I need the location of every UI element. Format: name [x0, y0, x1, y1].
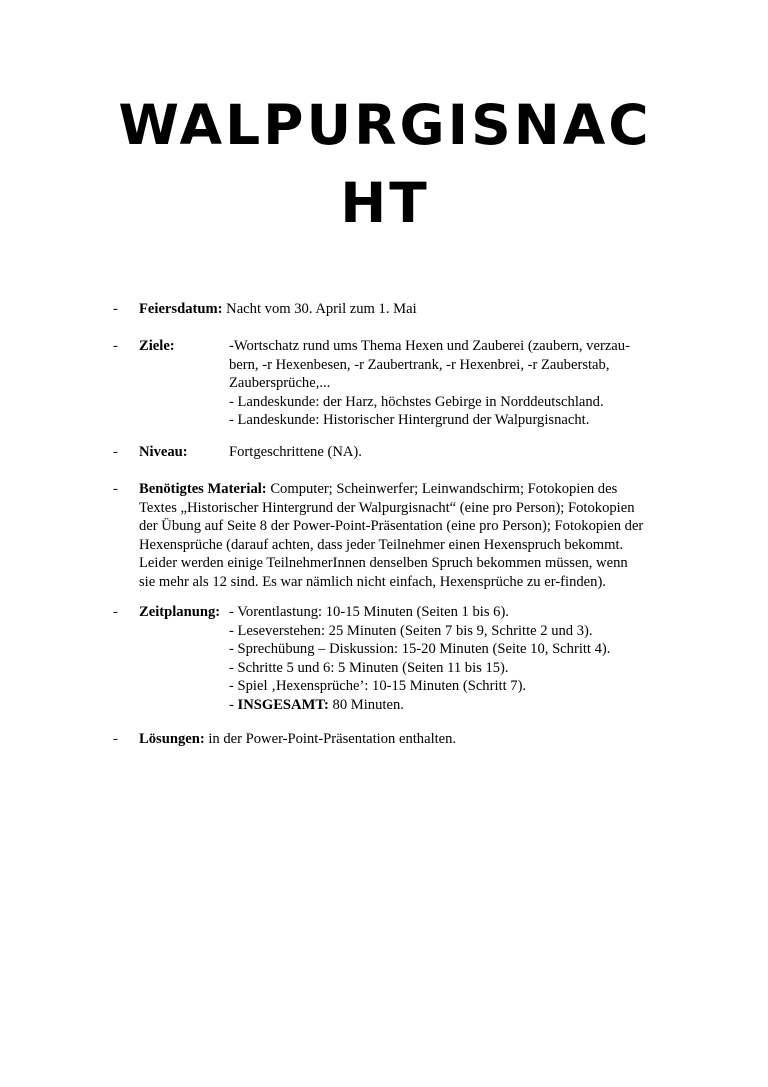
list-dash: - [113, 481, 118, 497]
material-line: Computer; Scheinwerfer; Leinwandschirm; Fotokopien des [270, 481, 618, 497]
niveau-value: Fortgeschrittene (NA). [229, 444, 362, 460]
zeitplanung-line: - Leseverstehen: 25 Minuten (Seiten 7 bis 9, Schritte 2 und 3). [229, 622, 593, 639]
ziele-line: - Landeskunde: Historischer Hintergrund der Walpurgisnacht. [229, 412, 590, 428]
material-line: der Übung auf Seite 8 der Power-Point-Präsentation (eine pro Person); Fotokopien der [139, 518, 644, 534]
list-dash: - [113, 338, 118, 354]
material-line: Hexensprüche (darauf achten, dass jeder Teilnehmer einen Hexenspruch bekommt. [139, 536, 624, 553]
zeitplanung-total: - INSGESAMT: 80 Minuten. [229, 696, 404, 713]
loesungen-value: in der Power-Point-Präsentation enthalten. [208, 731, 457, 747]
ziele-line: bern, -r Hexenbesen, -r Zaubertrank, -r Hexenbrei, -r Zauberstab, [229, 356, 610, 373]
list-dash: - [113, 301, 118, 317]
material-line: Leider werden einige TeilnehmerInnen denselben Spruch bekommen müssen, wenn [139, 555, 628, 571]
list-dash: - [113, 604, 118, 620]
feiersdatum-label: Feiersdatum: [139, 301, 223, 317]
ziele-label: Ziele: [139, 338, 175, 354]
loesungen-label: Lösungen: [139, 731, 205, 747]
page-title: WALPURGISNACHT [118, 93, 652, 235]
material-line: Textes „Historischer Hintergrund der Walpurgisnacht“ (eine pro Person); Fotokopien [139, 499, 635, 516]
list-dash: - [113, 444, 118, 460]
list-dash: - [113, 731, 118, 747]
ziele-line: - Landeskunde: der Harz, höchstes Gebirge in Norddeutschland. [229, 393, 604, 410]
zeitplanung-line: - Schritte 5 und 6: 5 Minuten (Seiten 11 bis 15). [229, 659, 509, 676]
material-label: Benötigtes Material: [139, 481, 267, 497]
feiersdatum-value: Nacht vom 30. April zum 1. Mai [226, 301, 417, 317]
zeitplanung-total-value: 80 Minuten. [328, 696, 404, 713]
zeitplanung-label: Zeitplanung: [139, 604, 221, 620]
zeitplanung-line: - Vorentlastung: 10-15 Minuten (Seiten 1 bis 6). [229, 604, 509, 620]
zeitplanung-line: - Spiel ‚Hexensprüche’: 10-15 Minuten (Schritt 7). [229, 678, 527, 694]
niveau-label: Niveau: [139, 444, 188, 460]
ziele-line: -Wortschatz rund ums Thema Hexen und Zauberei (zaubern, verzau- [229, 338, 630, 354]
ziele-line: Zaubersprüche,... [229, 375, 331, 391]
zeitplanung-total-label: INSGESAMT: [237, 696, 329, 713]
material-line: sie mehr als 12 sind. Es war nämlich nicht einfach, Hexensprüche zu er-finden). [139, 573, 606, 590]
zeitplanung-line: - Sprechübung – Diskussion: 15-20 Minuten (Seite 10, Schritt 4). [229, 641, 611, 657]
